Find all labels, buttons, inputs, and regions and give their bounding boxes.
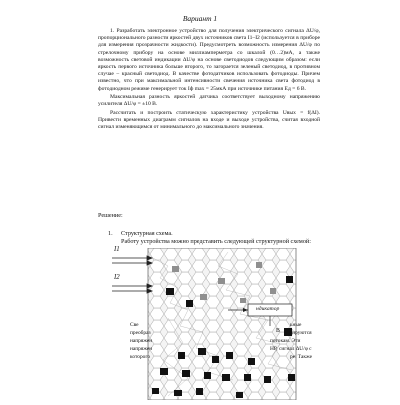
overlay-right-4: HP, сигнал ΔU/φ с — [270, 346, 312, 352]
overlay-right-1: ьные — [290, 322, 302, 328]
item-number: 1. — [108, 230, 113, 237]
input-label-i1: I1 — [114, 246, 120, 253]
variant-title: Вариант 1 — [182, 14, 218, 23]
overlay-left-2: преобраз — [130, 330, 151, 336]
solution-heading: Решение: — [98, 212, 123, 219]
item-intro: Работу устройства можно представить следующей структурной схемой: — [121, 238, 311, 245]
overlay-left-3: напряжен — [130, 338, 153, 344]
indicator-label: ндикатор — [256, 306, 280, 312]
task-paragraph-2: Максимальная разность яркостей датчика соответствует выходному напряжению усилителя ΔU/φ = ±10 В. — [98, 94, 320, 108]
voltage-label: В — [276, 328, 280, 334]
overlay-right-2: зируются — [290, 330, 312, 336]
overlay-left-5: которого — [130, 354, 151, 360]
input-label-i2: I2 — [114, 274, 120, 281]
overlay-left-4: напряжен — [130, 346, 153, 352]
overlay-right-3: потокам. Эти — [270, 338, 301, 344]
task-paragraph-3: Рассчитать и построить статическую характеристику устройства Uвых = f(ΔI). Привести временных диаграмм сигналов на входе и выходе устройства, считая входной сигнал изменяющимся от минимального до максимального значения. — [98, 110, 320, 131]
task-text — [98, 28, 320, 133]
overlay-right-5: ре. Также — [290, 354, 312, 360]
task-paragraph-1: 1. Разработать электронное устройство для получения электрического сигнала ΔU/φ, пропорционального разности яркостей двух источников света I1–I2 (используется в приборе для измерения прозрачности жидкости). Предусмотреть возможность измерения ΔU/φ по стрелочному прибору на основе миллиамперметра со шкалой (0…2)мА, а также возможность световой индикации ΔU/φ на основе светодиодов следующим образом: если яркость первого источника больше второго, то загорается зеленый светодиод, в противном случае – красный светодиод. В качестве фотодатчиков использовать фотодиоды. Причем известно, что при максимальной интенсивности свечения источника света фотодиод в фотодиодном режиме генерирует ток Iф max = 25мкА при источнике питания Ед = 6 В. — [98, 28, 320, 92]
item-title: Структурная схема. — [121, 230, 173, 237]
overlay-left-1: Све — [130, 322, 139, 328]
